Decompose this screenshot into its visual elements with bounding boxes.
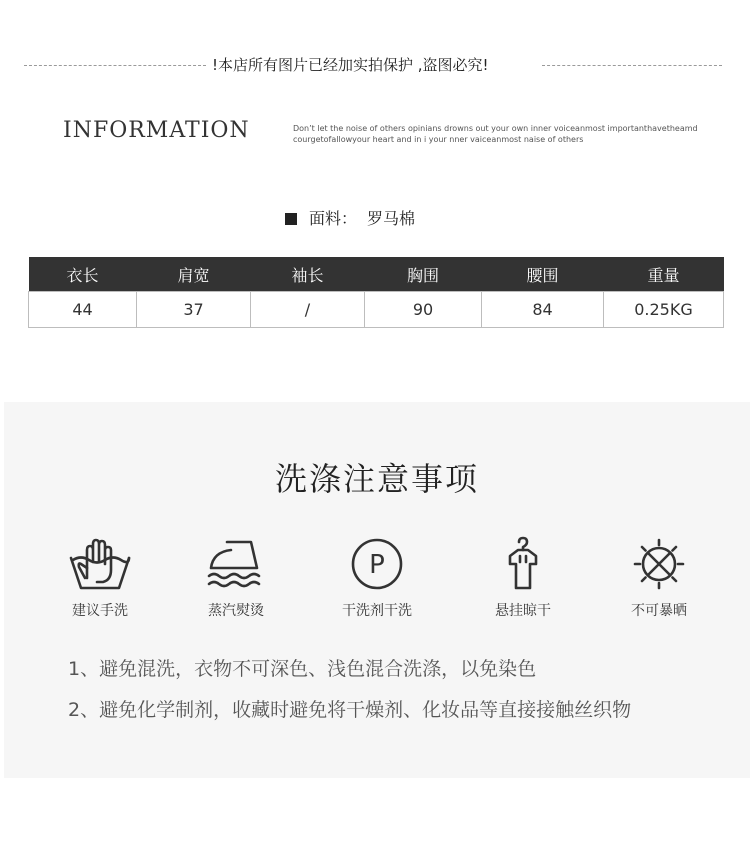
cell-weight: 0.25KG [604,292,724,328]
size-table [28,257,724,328]
cell-waist: 84 [482,292,604,328]
header-length: 衣长 [29,257,137,292]
hang-dry-icon [490,536,556,592]
care-item-no-sun [599,536,719,620]
steam-iron-icon [203,536,269,592]
care-item-steam-iron [176,536,296,620]
care-item-hang-dry [463,536,583,620]
hang-dry-label: 悬挂晾干 [495,603,551,619]
table-row [29,292,724,328]
fabric-info [285,206,415,229]
care-item-dry-clean [317,536,437,620]
fabric-value: 罗马棉 [367,209,416,228]
header-weight: 重量 [604,257,724,292]
hand-wash-label: 建议手洗 [72,603,128,619]
svg-text:P: P [369,550,385,580]
care-note-1: 1、避免混洗，衣物不可深色、浅色混合洗涤，以免染色 [68,658,537,680]
copyright-text: !本店所有图片已经加实拍保护 ,盗图必究! [212,56,489,74]
divider-right [542,65,722,66]
cell-chest: 90 [365,292,482,328]
no-sun-icon [626,536,692,592]
divider-left [24,65,206,66]
care-item-hand-wash [40,536,160,620]
cell-sleeve: / [251,292,365,328]
copyright-notice [0,52,750,78]
size-table-header [29,257,724,292]
fabric-label: 面料： [309,209,358,228]
header-chest: 胸围 [365,257,482,292]
care-title: 洗涤注意事项 [274,460,479,498]
no-sun-label: 不可暴晒 [631,603,687,619]
cell-shoulder: 37 [137,292,251,328]
care-section [4,402,750,778]
information-title: INFORMATION [63,118,250,143]
steam-iron-label: 蒸汽熨烫 [208,603,264,619]
header-sleeve: 袖长 [251,257,365,292]
dry-clean-label: 干洗剂干洗 [342,603,412,619]
description-line-2: courgetofallowyour heart and in i your nner vaiceanmost naise of others [293,135,584,144]
information-description [293,123,713,145]
description-line-1: Don’t let the noise of others opinians drowns out your own inner voiceanmost importanthavetheamd [293,124,698,133]
hand-wash-icon [67,536,133,592]
header-shoulder: 肩宽 [137,257,251,292]
care-note-2: 2、避免化学制剂，收藏时避免将干燥剂、化妆品等直接接触丝织物 [68,699,632,721]
cell-length: 44 [29,292,137,328]
dry-clean-icon [344,536,410,592]
square-bullet-icon [285,213,297,225]
header-waist: 腰围 [482,257,604,292]
